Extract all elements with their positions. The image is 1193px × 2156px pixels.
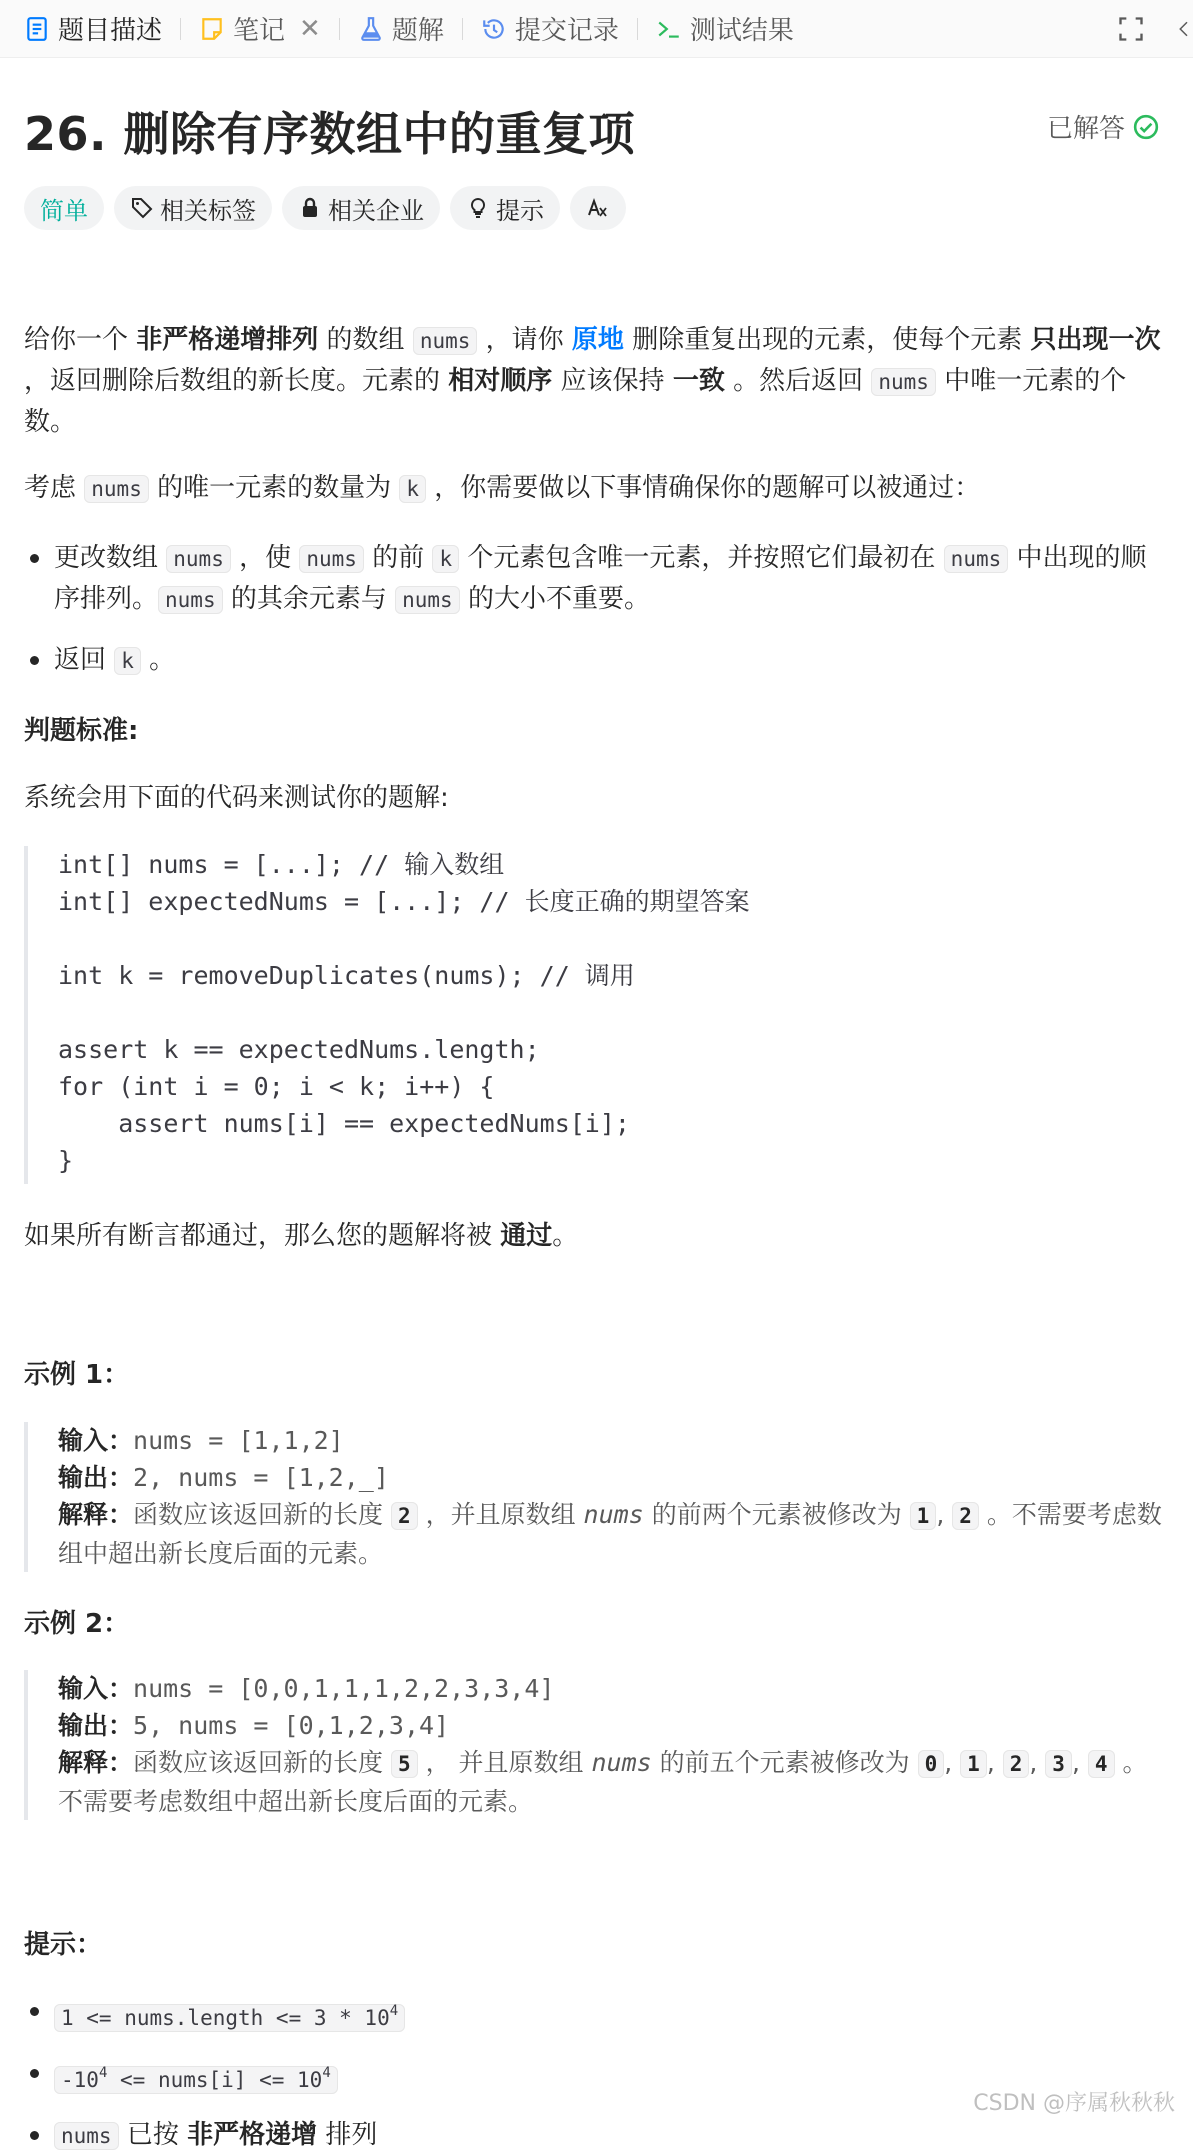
tag-label: 提示 [496,196,544,225]
inline-code: nums [395,586,460,614]
example-output [58,1707,1169,1744]
text: 返回 [54,645,115,675]
constraint-item [24,2053,338,2100]
text: ， 并且原数组 [417,1748,592,1777]
inline-code: k [399,475,426,503]
bold-text: 相对顺序 [448,366,553,396]
text: 已按 [118,2120,188,2150]
bold-text: 只出现一次 [1030,325,1161,355]
constraint-item [24,2115,377,2156]
bold-text: 非严格递增 [187,2120,318,2150]
input-label: 输入： [58,1426,134,1455]
history-icon [481,16,507,42]
inline-code: 1 [910,1502,937,1530]
output-value: 5, nums = [0,1,2,3,4] [133,1711,450,1740]
input-value: nums = [0,0,1,1,1,2,2,3,3,4] [133,1674,555,1703]
code-text: assert nums[i] == expectedNums[i]; [58,1109,630,1138]
text: 个元素包含唯一元素，并按照它们最初在 [459,543,944,573]
text: 的前五个元素被修改为 [651,1748,918,1777]
close-icon[interactable]: ✕ [299,13,321,44]
translate-icon [586,196,610,220]
text: -10 [61,2068,99,2092]
inline-code: 1 [960,1750,987,1778]
check-circle-icon [1133,114,1159,140]
text: 函数应该返回新的长度 [133,1748,391,1777]
judge-heading: 判题标准: [24,716,139,746]
tab-bar [0,0,1193,58]
list-item [24,538,1149,620]
inline-code: nums [299,545,364,573]
explain-label: 解释： [58,1748,134,1777]
inline-code: nums [413,327,478,355]
example-output [58,1459,1169,1496]
code-line [58,846,1124,883]
italic-var: nums [591,1748,652,1777]
inline-code: nums [84,475,149,503]
example-heading: 示例 1： [24,1360,130,1390]
tab-label: 测试结果 [689,16,794,46]
code-text: int k = removeDuplicates(nums); // [58,961,585,990]
translate-button[interactable] [570,186,626,230]
tab-divider [462,18,463,40]
constraint-code [54,2066,338,2094]
inline-code: nums [944,545,1009,573]
related-tags-button[interactable] [114,186,272,230]
inline-code: k [114,647,141,675]
lightbulb-icon [466,196,490,220]
text: 的大小不重要。 [459,584,650,614]
tab-description[interactable] [18,0,168,58]
judge-code-block [24,846,1124,1184]
example-heading: 示例 2： [24,1609,130,1639]
tab-test-results[interactable] [650,0,800,58]
bold-text: 非严格递增排列 [136,325,319,355]
text: 给你一个 [24,325,137,355]
input-value: nums = [1,1,2] [133,1426,344,1455]
text: 删除重复出现的元素，使每个元素 [623,325,1031,355]
code-line [58,994,1124,1031]
inline-code: nums [158,586,223,614]
problem-title: 26. 删除有序数组中的重复项 [24,107,636,161]
list-item [24,640,1149,681]
constraint-item [24,1991,405,2038]
example-input [58,1422,1169,1459]
text: , [936,1500,953,1529]
description-paragraph [24,320,1169,442]
text: 函数应该返回新的长度 [133,1500,391,1529]
code-comment: 输入数组 [404,850,505,879]
tag-label: 相关标签 [160,196,256,225]
tab-label: 提交记录 [514,16,619,46]
text: ，返回删除后数组的新长度。元素的 [24,366,449,396]
text: 应该保持 [552,366,673,396]
example-explanation [58,1496,1169,1572]
text: , [986,1748,1003,1777]
code-line [58,920,1124,957]
tab-divider [180,18,181,40]
code-line [58,883,1124,920]
text: , [944,1748,961,1777]
text: , [1029,1748,1046,1777]
tab-solutions[interactable] [352,0,450,58]
output-value: 2, nums = [1,2,_] [133,1463,389,1492]
output-label: 输出： [58,1711,134,1740]
text: 。然后返回 [724,366,872,396]
inline-code: 2 [391,1502,418,1530]
text: 不需要考虑数组中超出新长度后面的元素。 [58,1500,1162,1568]
text: 。不需要考虑数组中超出新长度后面的元素。 [58,1748,1148,1816]
description-icon [24,16,50,42]
constraints-heading: 提示： [24,1930,103,1960]
text: 。 [978,1500,1012,1529]
chevron-left-icon[interactable] [1175,15,1193,43]
text: ，请你 [477,325,572,355]
input-label: 输入： [58,1674,134,1703]
constraint-code [54,2004,405,2032]
explain-label: 解释： [58,1500,134,1529]
pass-text [24,1216,578,1256]
title-row [24,58,1169,168]
fullscreen-icon[interactable] [1117,15,1145,43]
code-comment: 调用 [584,961,635,990]
text: 的其余元素与 [222,584,396,614]
description-paragraph [24,468,1169,509]
text: 1 <= nums.length <= 3 * 10 [61,2006,390,2030]
bold-text: 通过 [500,1221,553,1251]
text: 中唯一元素的个数。 [24,366,1127,437]
related-companies-button[interactable] [282,186,440,230]
tab-divider [637,18,638,40]
tab-label: 题目描述 [58,16,163,46]
note-icon [199,16,225,42]
tag-icon [130,196,154,220]
example-block [24,1422,1169,1572]
in-place-link[interactable]: 原地 [571,325,624,355]
text: ，你需要做以下事情确保你的题解可以被通过： [426,473,981,503]
tab-label: 笔记 [233,16,286,46]
inline-code: nums [54,2122,119,2150]
example-explanation [58,1744,1169,1820]
tab-submissions[interactable] [475,0,625,58]
text: , [1071,1748,1088,1777]
difficulty-badge[interactable]: 简单 [24,186,104,230]
text: ，并且原数组 [417,1500,584,1529]
inline-code: 2 [952,1502,979,1530]
text: <= nums[i] <= 10 [107,2068,323,2092]
inline-code: 3 [1045,1750,1072,1778]
judge-text: 系统会用下面的代码来测试你的题解: [24,783,449,813]
hint-button[interactable] [450,186,560,230]
superscript: 4 [389,2003,399,2019]
watermark: CSDN @序属秋秋秋 [973,2091,1175,2116]
output-label: 输出： [58,1463,134,1492]
text: 如果所有断言都通过，那么您的题解将被 [24,1221,501,1251]
superscript: 4 [322,2065,331,2081]
code-line [58,1031,1124,1068]
example-input [58,1670,1169,1707]
flask-icon [358,16,384,42]
tag-row [24,186,626,232]
tab-label: 题解 [391,16,444,46]
text: 排列 [317,2120,378,2150]
inline-code: nums [166,545,231,573]
inline-code: k [432,545,459,573]
example-block [24,1670,1169,1820]
inline-code: 4 [1088,1750,1115,1778]
tab-tools [1117,0,1193,58]
code-line [58,1068,1124,1105]
code-text: int[] expectedNums = [...]; // [58,887,525,916]
tag-label: 相关企业 [328,196,424,225]
code-comment: 长度正确的期望答案 [524,887,750,916]
bold-text: 一致 [672,366,725,396]
code-line [58,1105,1124,1142]
text: 更改数组 [54,543,167,573]
code-text: int[] nums = [...]; // [58,850,405,879]
text: 的数组 [318,325,413,355]
terminal-icon [656,16,682,42]
text: 的唯一元素的数量为 [148,473,400,503]
italic-var: nums [583,1500,644,1529]
text: 。 [140,645,176,675]
text: ，使 [230,543,300,573]
code-text: } [58,1146,74,1175]
inline-code: 0 [918,1750,945,1778]
code-text: for (int i = 0; i < k; i++) { [58,1072,495,1101]
inline-code: nums [871,368,936,396]
solved-label: 已解答 [1046,114,1125,144]
superscript: 4 [98,2065,108,2081]
text: 的前两个元素被修改为 [643,1500,910,1529]
code-line [58,957,1124,994]
text: 。 [552,1221,579,1251]
tab-notes[interactable] [193,0,327,58]
text: 考虑 [24,473,85,503]
tab-divider [339,18,340,40]
inline-code: 2 [1003,1750,1030,1778]
inline-code: 5 [391,1750,418,1778]
code-text: assert k == expectedNums.length; [58,1035,540,1064]
text: 中出现的顺序排列。 [54,543,1147,614]
code-line [58,1142,1124,1179]
lock-icon [298,196,322,220]
text: 的前 [363,543,433,573]
solved-status [1047,108,1159,145]
